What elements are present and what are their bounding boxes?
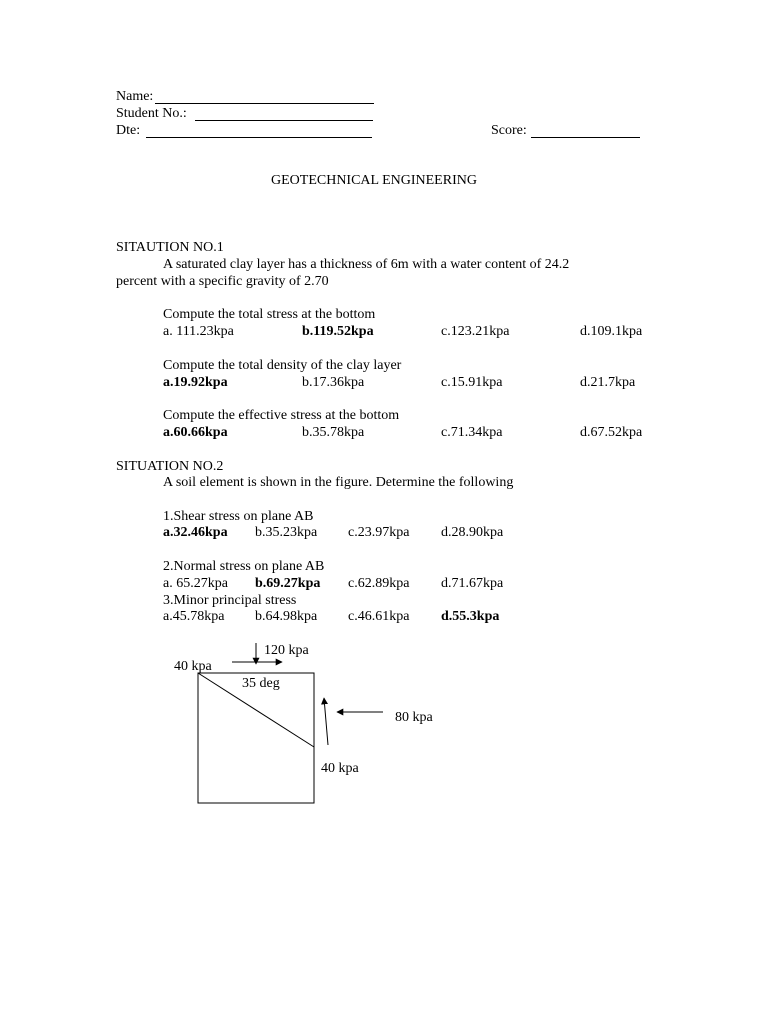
s2-q1-choice-a: a.32.46kpa (163, 525, 228, 540)
s2-q1-choice-d: d.28.90kpa (441, 525, 504, 540)
s2-q2-choice-b: b.69.27kpa (255, 576, 321, 591)
s2-q3-choice-a: a.45.78kpa (163, 609, 225, 624)
label-40-kpa-right: 40 kpa (321, 761, 359, 776)
situation2-heading: SITUATION NO.2 (116, 459, 224, 474)
situation1-intro-line1: A saturated clay layer has a thickness of 6m with a water content of 24.2 (163, 257, 570, 272)
soil-element-box (198, 673, 314, 803)
right-shear-arrow (324, 698, 328, 745)
s2-q2-choice-d: d.71.67kpa (441, 576, 504, 591)
situation1-intro-line2: percent with a specific gravity of 2.70 (116, 274, 329, 289)
name-label: Name: (116, 89, 154, 104)
s1-question-3: Compute the effective stress at the bottom (163, 408, 400, 423)
s2-question-2: 2.Normal stress on plane AB (163, 559, 325, 574)
label-40-kpa-top: 40 kpa (174, 659, 212, 674)
s2-q1-choice-b: b.35.23kpa (255, 525, 318, 540)
s1-q1-choice-b: b.119.52kpa (302, 324, 374, 339)
label-35-deg: 35 deg (242, 676, 280, 691)
s1-q2-choice-a: a.19.92kpa (163, 375, 228, 390)
s1-q3-choice-d: d.67.52kpa (580, 425, 643, 440)
student-no-label: Student No.: (116, 106, 187, 121)
score-label: Score: (491, 123, 527, 138)
s1-question-2: Compute the total density of the clay layer (163, 358, 402, 373)
s1-q3-choice-a: a.60.66kpa (163, 425, 228, 440)
s2-q3-choice-b: b.64.98kpa (255, 609, 318, 624)
date-label: Dte: (116, 123, 141, 138)
s1-q3-choice-b: b.35.78kpa (302, 425, 365, 440)
s2-q2-choice-a: a. 65.27kpa (163, 576, 228, 591)
s2-q3-choice-c: c.46.61kpa (348, 609, 410, 624)
s1-q3-choice-c: c.71.34kpa (441, 425, 503, 440)
label-120-kpa: 120 kpa (264, 643, 309, 658)
s1-q2-choice-c: c.15.91kpa (441, 375, 503, 390)
s2-q2-choice-c: c.62.89kpa (348, 576, 410, 591)
s1-q1-choice-c: c.123.21kpa (441, 324, 510, 339)
s1-q1-choice-a: a. 111.23kpa (163, 324, 234, 339)
page-title: GEOTECHNICAL ENGINEERING (271, 173, 477, 188)
s1-q2-choice-b: b.17.36kpa (302, 375, 365, 390)
s1-question-1: Compute the total stress at the bottom (163, 307, 376, 322)
s2-q1-choice-c: c.23.97kpa (348, 525, 410, 540)
s2-question-1: 1.Shear stress on plane AB (163, 509, 314, 524)
s1-q1-choice-d: d.109.1kpa (580, 324, 643, 339)
s2-q3-choice-d: d.55.3kpa (441, 609, 500, 624)
s2-question-3: 3.Minor principal stress (163, 593, 297, 608)
s1-q2-choice-d: d.21.7kpa (580, 375, 636, 390)
situation1-heading: SITAUTION NO.1 (116, 240, 224, 255)
situation2-intro: A soil element is shown in the figure. Determine the following (163, 475, 514, 490)
label-80-kpa: 80 kpa (395, 710, 433, 725)
